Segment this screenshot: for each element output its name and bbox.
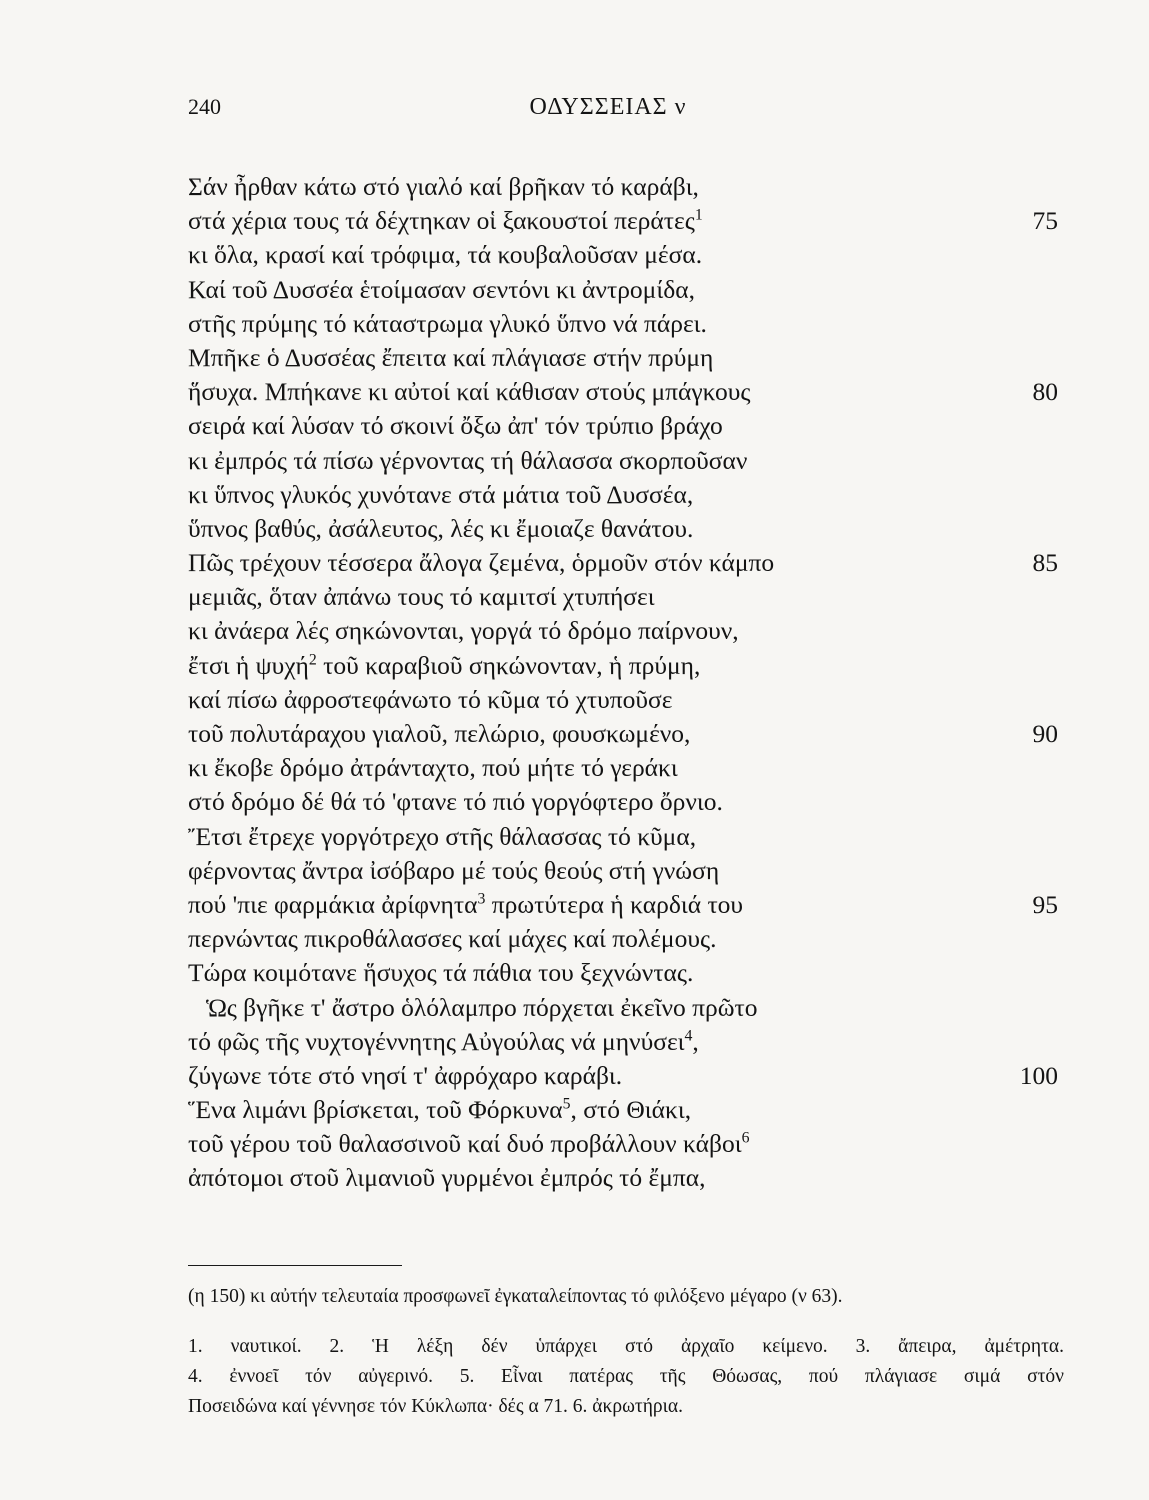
footnote-marker: 1 xyxy=(694,206,703,224)
verse-words: κι ἀνάερα λές σηκώνονται, γοργά τό δρόμο παίρνουν, xyxy=(188,616,739,646)
footnote-separator xyxy=(188,1265,402,1266)
verse-words: τοῦ γέρου τοῦ θαλασσινοῦ καί δυό προβάλλουν κάβοι xyxy=(188,1129,742,1159)
line-number: 80 xyxy=(1032,377,1058,407)
verse-line xyxy=(188,478,1058,512)
verse-text xyxy=(188,956,693,990)
verse-line xyxy=(188,444,1058,478)
verse-text xyxy=(188,238,702,272)
verse-text xyxy=(188,1161,706,1195)
verse-words-cont: τοῦ καραβιοῦ σηκώνονταν, ἡ πρύμη, xyxy=(316,650,701,680)
verse-line xyxy=(188,409,1058,443)
verse-words: κι ἐμπρός τά πίσω γέρνοντας τή θάλασσα σκορποῦσαν xyxy=(188,445,748,475)
verse-words: ὕπνος βαθύς, ἀσάλευτος, λές κι ἔμοιαζε θανάτου. xyxy=(188,513,694,543)
verse-words: κι ἔκοβε δρόμο ἀτράνταχτο, πού μήτε τό γεράκι xyxy=(188,753,678,783)
footnote-marker: 6 xyxy=(741,1129,750,1147)
verse-words: Ὡς βγῆκε τ' ἄστρο ὁλόλαμπρο πόρχεται ἐκεῖνο πρῶτο xyxy=(206,992,758,1022)
verse-words: τοῦ πολυτάραχου γιαλοῦ, πελώριο, φουσκωμένο, xyxy=(188,719,691,748)
verse-words: Καί τοῦ Δυσσέα ἑτοίμασαν σεντόνι κι ἀντρομίδα, xyxy=(188,274,695,304)
verse-words: στῆς πρύμης τό κάταστρωμα γλυκό ὕπνο νά πάρει. xyxy=(188,308,707,338)
line-number: 75 xyxy=(1032,206,1058,236)
verse-line xyxy=(188,751,1058,785)
footnote-continuation: (η 150) κι αὐτήν τελευταία προσφωνεῖ ἐγκαταλείποντας τό φιλόξενο μέγαρο (ν 63). xyxy=(188,1286,843,1307)
footnote-marker: 3 xyxy=(477,890,486,908)
verse-text xyxy=(188,204,703,238)
verse-words: Μπῆκε ὁ Δυσσέας ἔπειτα καί πλάγιασε στήν πρύμη xyxy=(188,342,714,372)
verse-words: στό δρόμο δέ θά τό 'φτανε τό πιό γοργόφτερο ὄρνιο. xyxy=(188,787,723,817)
verse-words: Τώρα κοιμότανε ἥσυχος τά πάθια του ξεχνώντας. xyxy=(188,958,694,988)
verse-line xyxy=(188,854,1058,888)
verse-line xyxy=(188,888,1058,922)
verse-text xyxy=(188,512,693,546)
verse-line xyxy=(188,614,1058,648)
verse-words-cont: πρωτύτερα ἡ καρδιά του xyxy=(485,889,744,919)
verse-text xyxy=(188,341,713,375)
verse-text xyxy=(188,614,739,648)
verse-line xyxy=(188,683,1058,717)
verse-words-cont: , xyxy=(692,1026,699,1056)
line-number: 100 xyxy=(1019,1060,1058,1090)
verse-text xyxy=(188,717,690,751)
verse-text xyxy=(188,1127,750,1161)
verse-line xyxy=(188,273,1058,307)
verse-words: ζύγωνε τότε στό νησί τ' ἀφρόχαρο καράβι. xyxy=(188,1060,623,1090)
verse-text xyxy=(188,854,719,888)
gloss-line: Ποσειδώνα καί γέννησε τόν Κύκλωπα· δές α 71. 6. ἀκρωτήρια. xyxy=(188,1396,684,1417)
verse-line xyxy=(188,204,1058,238)
verse-words: Ἔτσι ἔτρεχε γοργότρεχο στῆς θάλασσας τό κῦμα, xyxy=(188,821,697,851)
verse-text xyxy=(188,546,774,580)
verse-text xyxy=(188,307,707,341)
verse-words: πού 'πιε φαρμάκια ἀρίφνητα xyxy=(188,889,478,919)
verse-text xyxy=(188,820,696,854)
verse-line xyxy=(188,341,1058,375)
verse-text xyxy=(188,273,695,307)
verse-text xyxy=(188,1025,699,1059)
verse-text xyxy=(188,649,700,683)
line-number: 85 xyxy=(1032,548,1058,578)
verse-line xyxy=(188,956,1058,990)
gloss-line: 1. ναυτικοί. 2. Ἡ λέξη δέν ὑπάρχει στό ἀρχαῖο κείμενο. 3. ἄπειρα, ἀμέτρητα. xyxy=(188,1336,1064,1357)
verse-line xyxy=(188,546,1058,580)
verse-line xyxy=(188,307,1058,341)
verse-words: φέρνοντας ἄντρα ἰσόβαρο μέ τούς θεούς στή γνώση xyxy=(188,855,720,885)
verse-text xyxy=(188,478,693,512)
verse-line xyxy=(188,512,1058,546)
verse-text xyxy=(188,580,655,614)
verse-line xyxy=(188,375,1058,409)
footnotes xyxy=(188,1282,1064,1422)
verse-words: κι ὅλα, κρασί καί τρόφιμα, τά κουβαλοῦσαν μέσα. xyxy=(188,240,703,270)
verse-text xyxy=(188,444,747,478)
verse-text xyxy=(188,922,716,956)
verse-line xyxy=(188,1025,1058,1059)
verse-line xyxy=(188,785,1058,819)
verse-text xyxy=(188,375,750,409)
verse-words: μεμιᾶς, ὅταν ἀπάνω τους τό καμιτσί χτυπήσει xyxy=(188,582,655,612)
glosses xyxy=(188,1332,1064,1422)
verse-line xyxy=(188,1161,1058,1195)
verse-line xyxy=(188,820,1058,854)
verse-words: στά χέρια τους τά δέχτηκαν οἱ ξακουστοί περάτες xyxy=(188,206,695,236)
verse-text xyxy=(188,888,743,922)
verse-words: καί πίσω ἀφροστεφάνωτο τό κῦμα τό χτυποῦσε xyxy=(188,684,673,714)
verse-text xyxy=(188,1093,691,1127)
verse-text xyxy=(188,683,672,717)
verse-words: ἀπότομοι στοῦ λιμανιοῦ γυρμένοι ἐμπρός τό ἔμπα, xyxy=(188,1163,706,1193)
verse-words: Σάν ἦρθαν κάτω στό γιαλό καί βρῆκαν τό καράβι, xyxy=(188,172,699,201)
verse-line xyxy=(188,649,1058,683)
gloss-line: 4. ἐννοεῖ τόν αὐγερινό. 5. Εἶναι πατέρας τῆς Θόωσας, πού πλάγιασε σιμά στόν xyxy=(188,1366,1064,1387)
line-number: 95 xyxy=(1032,889,1058,919)
footnote-marker: 5 xyxy=(562,1095,571,1113)
verse-text xyxy=(188,991,757,1025)
verse-line xyxy=(188,170,1058,204)
verse-words: Πῶς τρέχουν τέσσερα ἄλογα ζεμένα, ὁρμοῦν στόν κάμπο xyxy=(188,548,775,578)
verse-line xyxy=(188,717,1058,751)
verse-line xyxy=(188,1093,1058,1127)
verse-words-cont: , στό Θιάκι, xyxy=(570,1095,692,1125)
verse-words: ἔτσι ἡ ψυχή xyxy=(188,650,309,680)
verse-words: τό φῶς τῆς νυχτογέννητης Αὐγούλας νά μηνύσει xyxy=(188,1026,685,1056)
line-number: 90 xyxy=(1032,719,1058,748)
verse-text xyxy=(188,1059,622,1093)
running-title: ΟΔΥΣΣΕΙΑΣ ν xyxy=(529,94,687,120)
verse-line xyxy=(188,1059,1058,1093)
verse-words: ἥσυχα. Μπήκανε κι αὐτοί καί κάθισαν στούς μπάγκους xyxy=(188,377,751,407)
footnote-marker: 4 xyxy=(684,1027,693,1045)
verse-text xyxy=(188,409,723,443)
verse-line xyxy=(188,238,1058,272)
verse-words: περνώντας πικροθάλασσες καί μάχες καί πολέμους. xyxy=(188,924,717,954)
verse-line xyxy=(188,580,1058,614)
verse-line xyxy=(188,922,1058,956)
footnote-marker: 2 xyxy=(308,651,317,669)
verse-words: σειρά καί λύσαν τό σκοινί ὄξω ἀπ' τόν τρύπιο βράχο xyxy=(188,411,723,441)
verse-words: κι ὕπνος γλυκός χυνότανε στά μάτια τοῦ Δυσσέα, xyxy=(188,479,694,509)
poem-text xyxy=(188,170,1058,1196)
verse-words: Ἕνα λιμάνι βρίσκεται, τοῦ Φόρκυνα xyxy=(188,1095,563,1125)
verse-text xyxy=(188,785,723,819)
verse-line xyxy=(188,1127,1058,1161)
page-header xyxy=(188,94,1028,128)
verse-line xyxy=(188,991,1058,1025)
verse-text xyxy=(188,751,678,785)
page-number: 240 xyxy=(188,94,221,119)
verse-text xyxy=(188,170,699,204)
